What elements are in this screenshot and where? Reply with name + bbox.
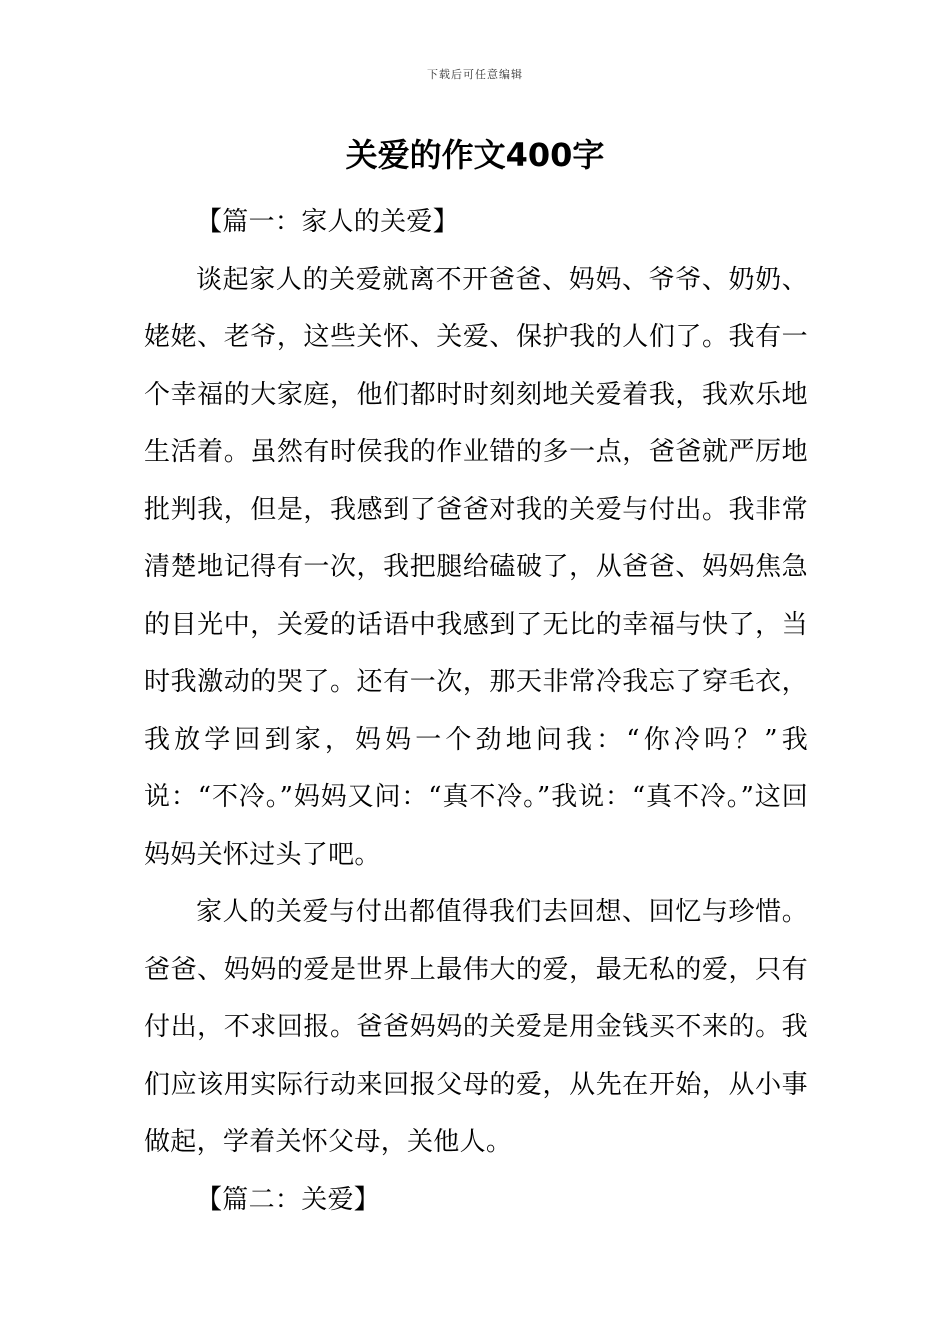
document-body bbox=[144, 194, 808, 1229]
paragraph: 家人的关爱与付出都值得我们去回想、回忆与珍惜。爸爸、妈妈的爱是世界上最伟大的爱，最无私的爱，只有付出，不求回报。爸爸妈妈的关爱是用金钱买不来的。我们应该用实际行动来回报父母的爱，从先在开始，从小事做起，学着关怀父母，关他人。 bbox=[144, 897, 808, 1157]
section-heading-1: 【篇一：家人的关爱】 bbox=[196, 207, 460, 237]
header-note: 下载后可任意编辑 bbox=[427, 68, 523, 81]
section-heading-2: 【篇二：关爱】 bbox=[196, 1184, 381, 1215]
document-title: 关爱的作文400字 bbox=[345, 136, 605, 174]
paragraph: 谈起家人的关爱就离不开爸爸、妈妈、爷爷、奶奶、姥姥、老爷，这些关怀、关爱、保护我的人们了。我有一个幸福的大家庭，他们都时时刻刻地关爱着我，我欢乐地生活着。虽然有时侯我的作业错的多一点，爸爸就严厉地批判我，但是，我感到了爸爸对我的关爱与付出。我非常清楚地记得有一次，我把腿给磕破了，从爸爸、妈妈焦急的目光中，关爱的话语中我感到了无比的幸福与快了，当时我激动的哭了。还有一次，那天非常冷我忘了穿毛衣，我放学回到家，妈妈一个劲地问我：“你冷吗？”我说：“不冷。”妈妈又问：“真不冷。”我说：“真不冷。”这回妈妈关怀过头了吧。 bbox=[144, 264, 808, 870]
